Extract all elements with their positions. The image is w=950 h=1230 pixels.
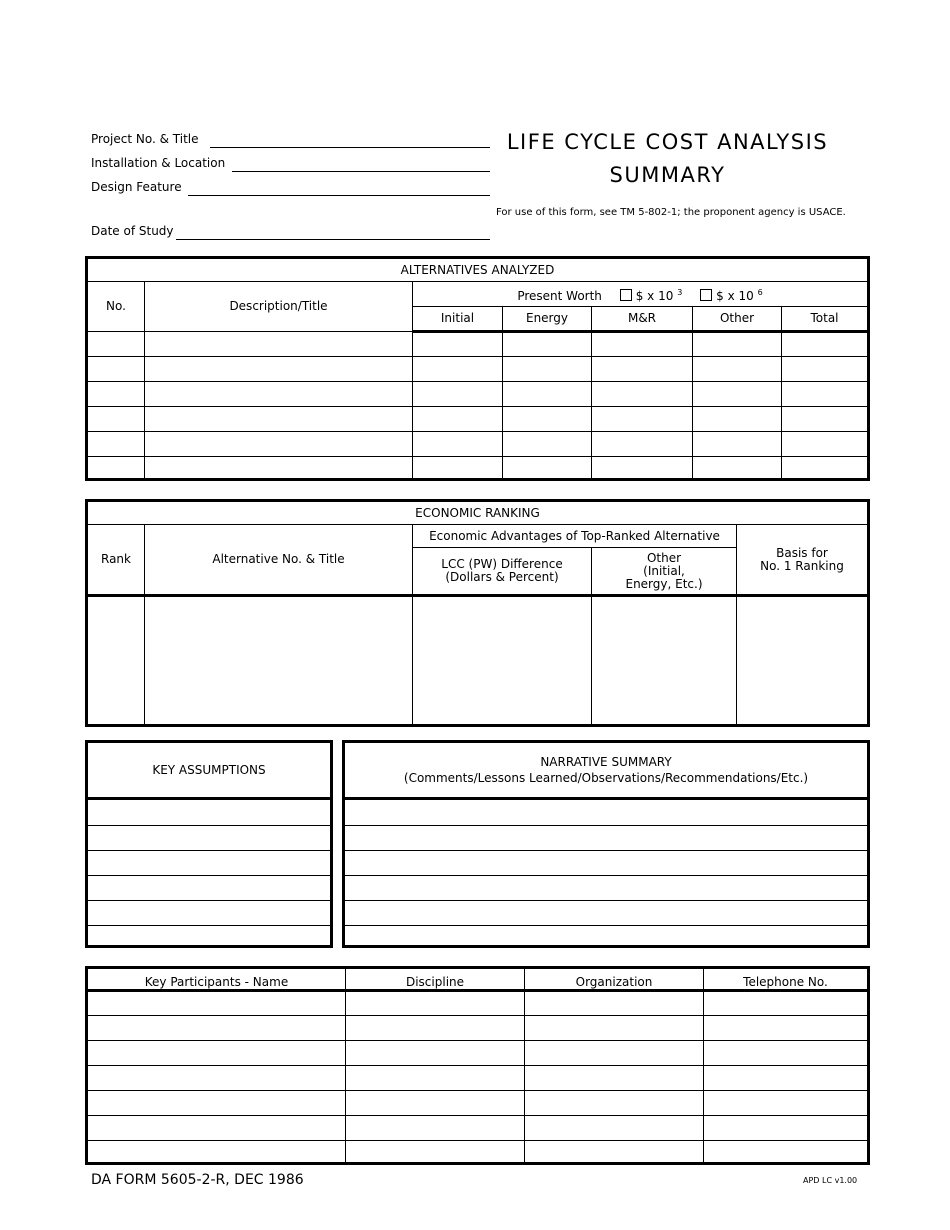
ranking-table: [85, 499, 870, 727]
col-alternative-title: Alternative No. & Title: [145, 525, 413, 596]
key-assumptions-box: [85, 740, 333, 948]
list-item[interactable]: [345, 875, 867, 876]
unit-thousands-checkbox[interactable]: [620, 289, 632, 301]
list-item[interactable]: [88, 900, 330, 901]
lcc-line2: (Dollars & Percent): [445, 570, 559, 584]
col-lcc-difference: [413, 548, 592, 596]
proponent-note: For use of this form, see TM 5-802-1; the proponent agency is USACE.: [496, 207, 846, 218]
narrative-summary-title: NARRATIVE SUMMARY: [540, 755, 672, 769]
col-telephone: Telephone No.: [704, 968, 869, 991]
col-description: Description/Title: [145, 282, 413, 332]
other-line3: Energy, Etc.): [625, 576, 703, 591]
ranking-section-title: ECONOMIC RANKING: [87, 501, 869, 525]
col-mr: M&R: [592, 307, 693, 332]
date-of-study-label: Date of Study: [91, 224, 174, 238]
form-version: APD LC v1.00: [803, 1176, 858, 1185]
present-worth-label: Present Worth: [517, 288, 602, 303]
key-assumptions-header: [88, 743, 330, 800]
table-row[interactable]: [87, 1066, 869, 1091]
col-other: Other: [693, 307, 782, 332]
table-row[interactable]: [87, 382, 869, 407]
alternatives-section-title: ALTERNATIVES ANALYZED: [87, 258, 869, 282]
design-feature-field[interactable]: [188, 195, 490, 196]
project-title-label: Project No. & Title: [91, 132, 199, 146]
table-row[interactable]: [87, 596, 869, 726]
table-row[interactable]: [87, 332, 869, 357]
unit-thousands-label: $ x 10: [635, 288, 674, 303]
unit-millions-checkbox[interactable]: [700, 289, 712, 301]
list-item[interactable]: [345, 850, 867, 851]
present-worth-header: [413, 282, 869, 307]
table-row[interactable]: [87, 1141, 869, 1164]
alternatives-table: [85, 256, 870, 481]
narrative-summary-header: [345, 743, 867, 800]
list-item[interactable]: [88, 825, 330, 826]
list-item[interactable]: [345, 900, 867, 901]
form-title-line2: SUMMARY: [609, 163, 726, 187]
date-of-study-field[interactable]: [176, 239, 490, 240]
advantages-header: Economic Advantages of Top-Ranked Alternative: [413, 525, 737, 548]
unit-millions-exp: 6: [757, 287, 763, 297]
list-item[interactable]: [88, 850, 330, 851]
col-no: No.: [87, 282, 145, 332]
list-item[interactable]: [345, 925, 867, 926]
list-item[interactable]: [88, 875, 330, 876]
installation-location-field[interactable]: [232, 171, 490, 172]
table-row[interactable]: [87, 432, 869, 457]
list-item[interactable]: [345, 825, 867, 826]
form-id: DA FORM 5605-2-R, DEC 1986: [91, 1172, 304, 1188]
table-row[interactable]: [87, 1091, 869, 1116]
table-row[interactable]: [87, 991, 869, 1016]
other-line2: (Initial,: [643, 563, 685, 578]
col-total: Total: [782, 307, 869, 332]
col-other-advantages: [592, 548, 737, 596]
form-title-line1: LIFE CYCLE COST ANALYSIS: [506, 130, 829, 154]
design-feature-label: Design Feature: [91, 180, 182, 194]
table-row[interactable]: [87, 1116, 869, 1141]
lcc-line1: LCC (PW) Difference: [441, 557, 563, 571]
unit-millions-label: $ x 10: [716, 288, 754, 303]
basis-line2: No. 1 Ranking: [760, 558, 844, 573]
col-energy: Energy: [503, 307, 592, 332]
col-discipline: Discipline: [346, 968, 525, 991]
table-row[interactable]: [87, 1016, 869, 1041]
basis-line1: Basis for: [776, 545, 828, 560]
installation-location-label: Installation & Location: [91, 156, 226, 170]
other-line1: Other: [646, 550, 682, 565]
table-row[interactable]: [87, 1041, 869, 1066]
narrative-summary-subtitle: (Comments/Lessons Learned/Observations/Recommendations/Etc.): [403, 771, 809, 785]
unit-thousands-exp: 3: [677, 287, 683, 297]
col-initial: Initial: [413, 307, 503, 332]
col-basis: [737, 525, 869, 596]
col-rank: Rank: [87, 525, 145, 596]
project-title-field[interactable]: [210, 147, 490, 148]
table-row[interactable]: [87, 357, 869, 382]
narrative-summary-box: [342, 740, 870, 948]
participants-table: [85, 966, 870, 1165]
col-organization: Organization: [525, 968, 704, 991]
col-participant-name: Key Participants - Name: [87, 968, 346, 991]
key-assumptions-title: KEY ASSUMPTIONS: [152, 763, 266, 777]
list-item[interactable]: [88, 925, 330, 926]
table-row[interactable]: [87, 407, 869, 432]
table-row[interactable]: [87, 457, 869, 480]
